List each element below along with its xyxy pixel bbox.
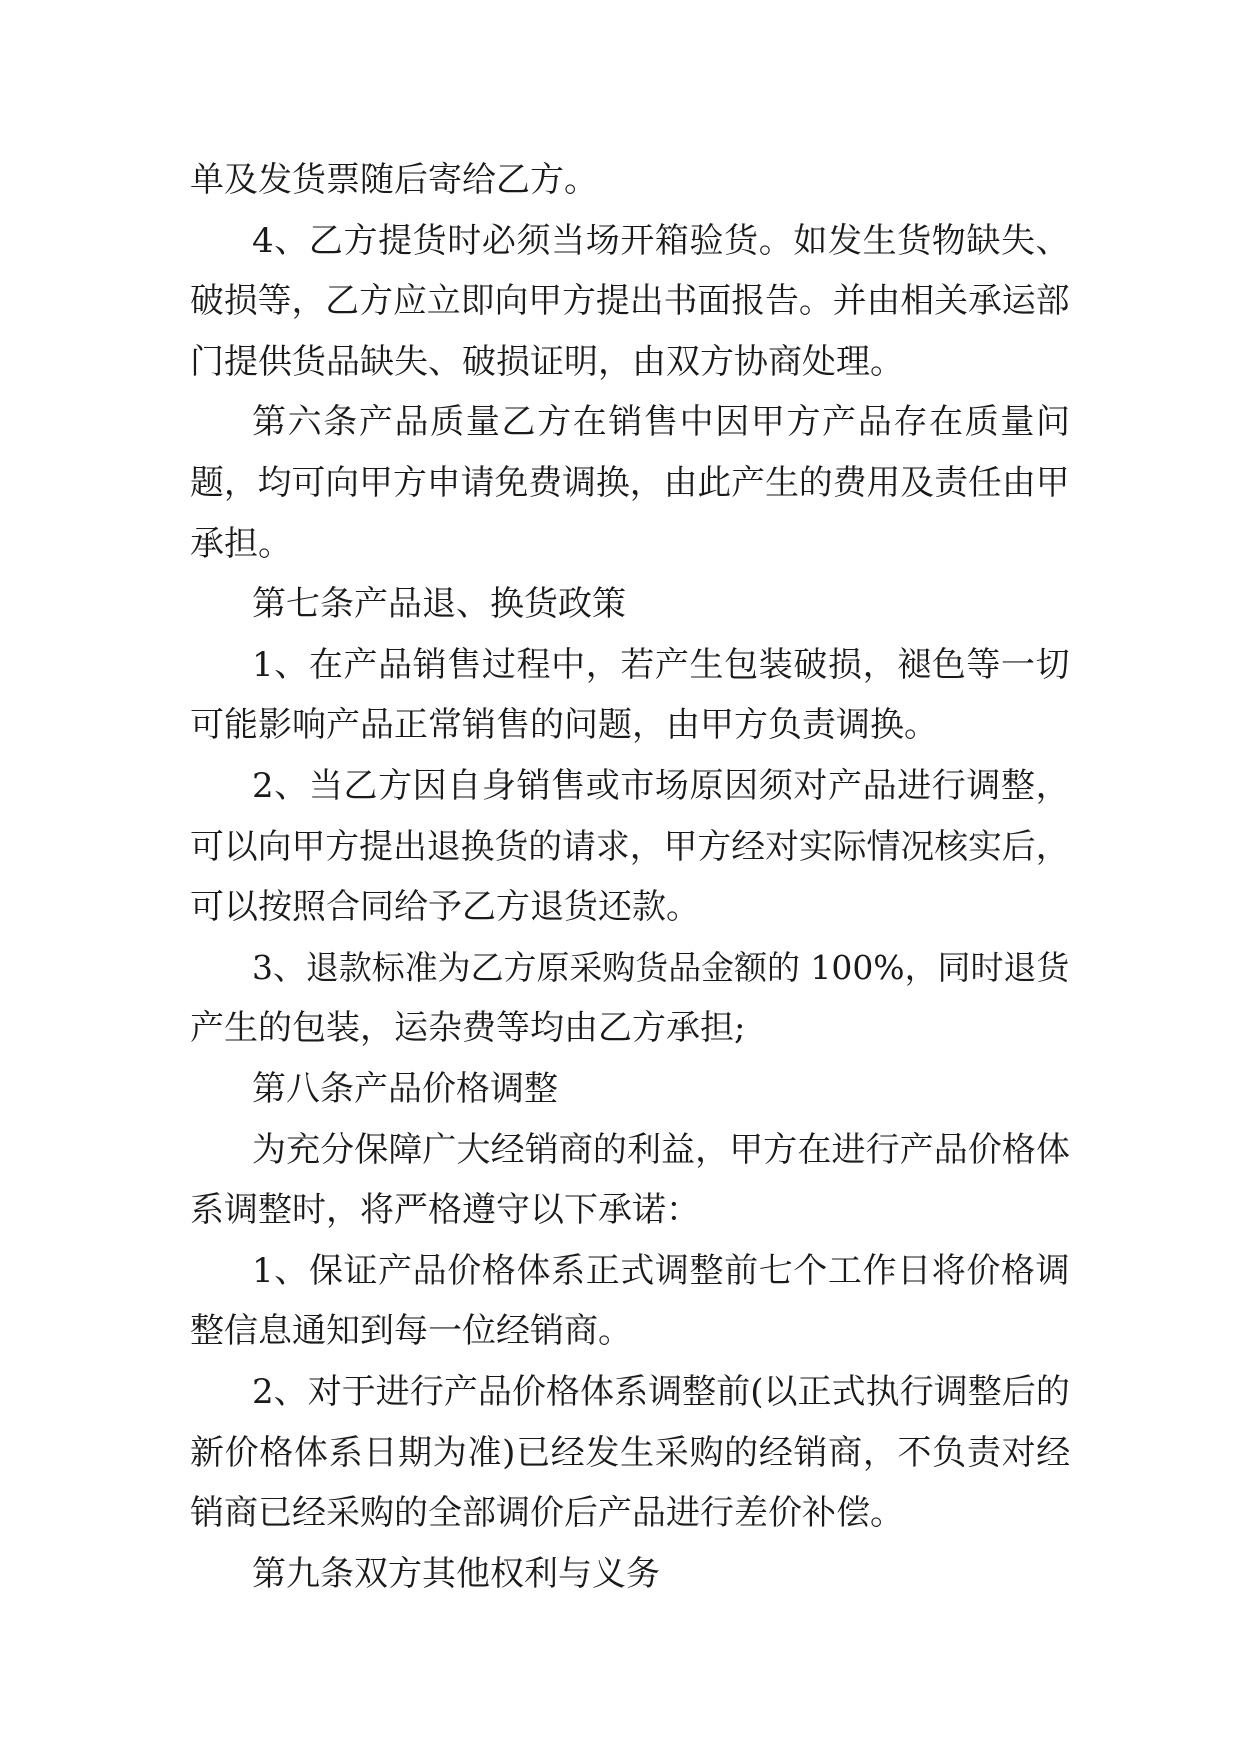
text-line: 破损等，乙方应立即向甲方提出书面报告。并由相关承运部 — [190, 281, 1070, 321]
text-line: 系调整时，将严格遵守以下承诺： — [190, 1190, 700, 1231]
text-line: 销商已经采购的全部调价后产品进行差价补偿。 — [190, 1493, 904, 1534]
text-line: 单及发货票随后寄给乙方。 — [190, 160, 598, 200]
text-line: 第九条双方其他权利与义务 — [252, 1553, 660, 1594]
text-line: 承担。 — [190, 523, 292, 564]
text-line: 新价格体系日期为准)已经发生采购的经销商，不负责对经 — [190, 1432, 1071, 1473]
text-line: 门提供货品缺失、破损证明，由双方协商处理。 — [190, 341, 904, 382]
text-line: 3、退款标准为乙方原采购货品金额的 100%，同时退货 — [252, 947, 1070, 987]
text-line: 2、对于进行产品价格体系调整前(以正式执行调整后的 — [252, 1372, 1070, 1412]
text-line: 第六条产品质量乙方在销售中因甲方产品存在质量问 — [252, 402, 1072, 443]
text-line: 题，均可向甲方申请免费调换，由此产生的费用及责任由甲 — [190, 463, 1070, 502]
text-line: 可能影响产品正常销售的问题，由甲方负责调换。 — [190, 705, 938, 746]
text-line: 产生的包装，运杂费等均由乙方承担; — [190, 1008, 746, 1049]
text-line: 4、乙方提货时必须当场开箱验货。如发生货物缺失、 — [252, 220, 1071, 261]
text-line: 2、当乙方因自身销售或市场原因须对产品进行调整， — [252, 766, 1071, 806]
text-line: 整信息通知到每一位经销商。 — [190, 1311, 632, 1352]
text-line: 可以按照合同给予乙方退货还款。 — [190, 887, 700, 928]
text-line: 为充分保障广大经销商的利益，甲方在进行产品价格体 — [252, 1129, 1071, 1170]
text-line: 1、保证产品价格体系正式调整前七个工作日将价格调 — [252, 1250, 1071, 1291]
text-line: 第七条产品退、换货政策 — [252, 584, 626, 625]
text-line: 可以向甲方提出退换货的请求，甲方经对实际情况核实后， — [190, 826, 1070, 866]
text-line: 第八条产品价格调整 — [252, 1069, 558, 1109]
text-line: 1、在产品销售过程中，若产生包装破损，褪色等一切 — [252, 644, 1071, 685]
